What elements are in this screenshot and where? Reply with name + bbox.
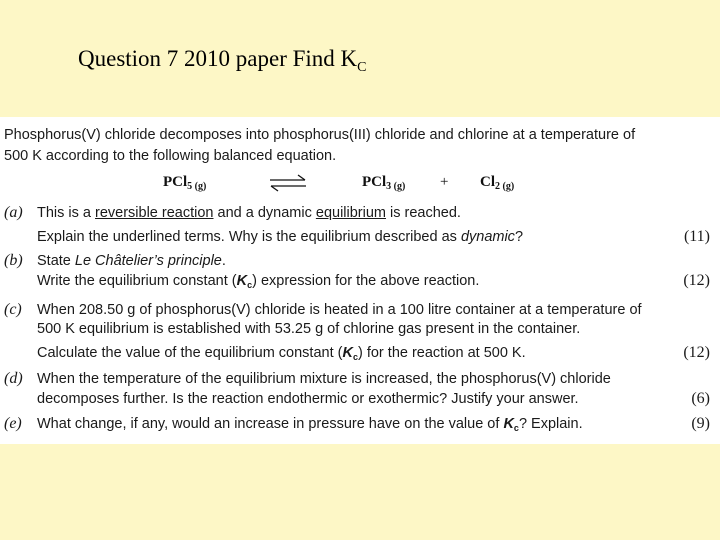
part-d-marks: (6)	[691, 390, 710, 407]
part-e-marks: (9)	[691, 415, 710, 432]
part-b-label: (b)	[4, 252, 23, 269]
part-c-marks: (12)	[683, 344, 710, 361]
intro-line-1: Phosphorus(V) chloride decomposes into phosphorus(III) chloride and chlorine at a temperature of	[4, 127, 636, 143]
part-d-line-1: When the temperature of the equilibrium mixture is increased, the phosphorus(V) chloride	[37, 371, 611, 387]
part-c-line-3: Calculate the value of the equilibrium constant $(K_c)$ for the reaction at 500 K.	[37, 345, 526, 362]
part-d-line-2: decomposes further. Is the reaction endothermic or exothermic? Justify your answer.	[37, 391, 579, 407]
equation-product-1: PCl$_{3 (g)}$	[362, 174, 406, 192]
title-subscript: C	[357, 60, 367, 75]
part-c-line-2: 500 K equilibrium is established with 53.25 g of chlorine gas present in the container.	[37, 321, 581, 337]
part-e-line-1: What change, if any, would an increase in pressure have on the value of $K_c$? Explain.	[37, 416, 583, 433]
slide-title: Question 7 2010 paper Find $K_C$	[78, 46, 367, 75]
part-b-marks: (12)	[683, 272, 710, 289]
part-a-line-1: This is a reversible reaction and a dynamic equilibrium is reached.	[37, 205, 461, 221]
intro-line-2: 500 K according to the following balanced equation.	[4, 148, 337, 164]
equilibrium-arrow-icon	[268, 174, 308, 192]
part-c-line-1: When 208.50 g of phosphorus(V) chloride is heated in a 100 litre container at a temperature of	[37, 302, 642, 318]
balanced-equation	[0, 174, 720, 196]
part-a-marks: (11)	[683, 228, 710, 245]
part-a-label: (a)	[4, 204, 23, 221]
part-e-label: (e)	[4, 415, 22, 432]
equation-reactant: PCl$_{5 (g)}$	[163, 174, 207, 192]
part-b-line-2: Write the equilibrium constant $(K_c)$ expression for the above reaction.	[37, 273, 480, 290]
part-d-label: (d)	[4, 370, 23, 387]
equation-product-2: $Cl_{2 (g)}$	[480, 174, 515, 192]
question-document	[0, 117, 720, 444]
part-b-line-1: State Le Châtelier’s principle.	[37, 253, 226, 269]
part-c-label: (c)	[4, 301, 22, 318]
part-a-line-2: Explain the underlined terms. Why is the equilibrium described as dynamic?	[37, 229, 524, 245]
equation-plus: +	[440, 174, 449, 190]
